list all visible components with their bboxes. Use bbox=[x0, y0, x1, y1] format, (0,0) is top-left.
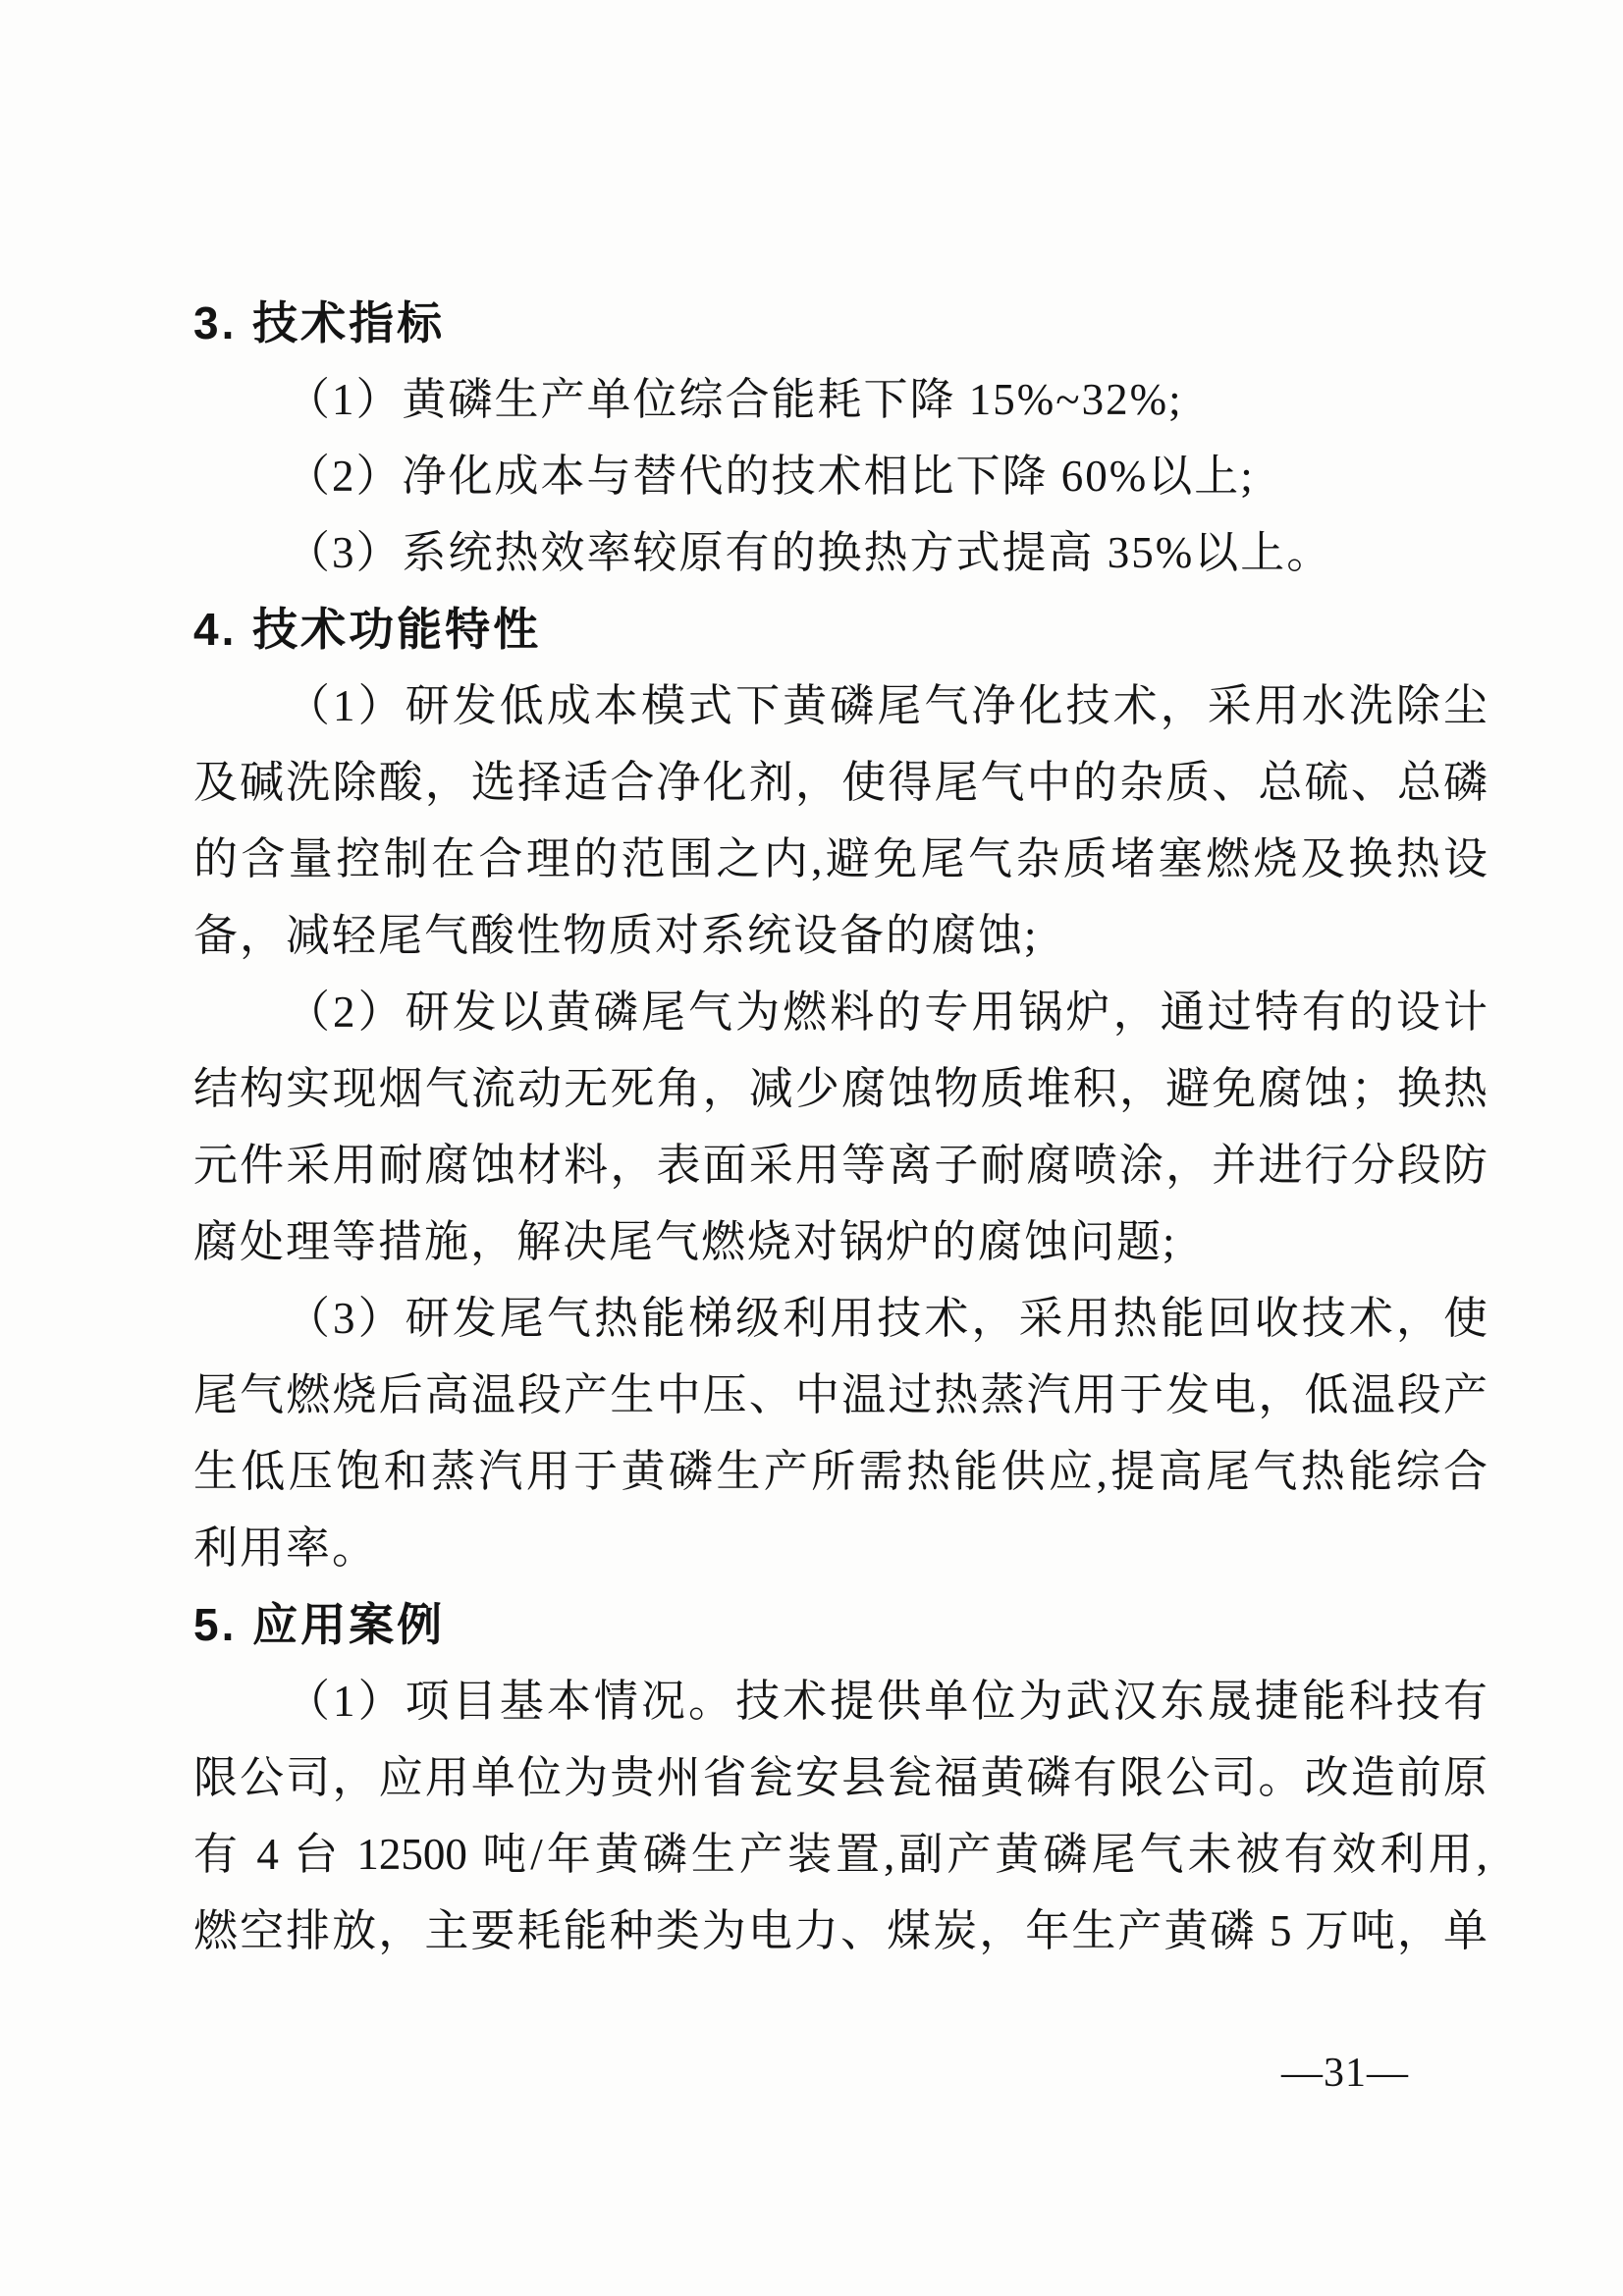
tech-feature-p2-line-1: （2）研发以黄磷尾气为燃料的专用锅炉，通过特有的设计 bbox=[286, 988, 1488, 1037]
section-heading-tech-features: 4. 技术功能特性 bbox=[193, 604, 542, 655]
tech-feature-p1-line-3: 的含量控制在合理的范围之内,避免尾气杂质堵塞燃烧及换热设 bbox=[193, 834, 1488, 883]
tech-indicator-item-3: （3）系统热效率较原有的换热方式提高 35%以上。 bbox=[286, 528, 1333, 577]
section-heading-tech-indicators: 3. 技术指标 bbox=[193, 297, 446, 348]
section-heading-application-cases: 5. 应用案例 bbox=[193, 1599, 446, 1650]
tech-feature-p3-line-3: 生低压饱和蒸汽用于黄磷生产所需热能供应,提高尾气热能综合 bbox=[193, 1447, 1488, 1496]
tech-feature-p2-line-4: 腐处理等措施，解决尾气燃烧对锅炉的腐蚀问题; bbox=[193, 1217, 1177, 1266]
page-number: —31— bbox=[1281, 2051, 1409, 2096]
application-case-line-3: 有 4 台 12500 吨/年黄磷生产装置,副产黄磷尾气未被有效利用, bbox=[193, 1830, 1488, 1879]
tech-feature-p2-line-3: 元件采用耐腐蚀材料，表面采用等离子耐腐喷涂，并进行分段防 bbox=[193, 1141, 1488, 1190]
tech-feature-p3-line-4: 利用率。 bbox=[193, 1523, 379, 1573]
application-case-line-4: 燃空排放，主要耗能种类为电力、煤炭，年生产黄磷 5 万吨，单 bbox=[193, 1906, 1488, 1955]
tech-feature-p3-line-2: 尾气燃烧后高温段产生中压、中温过热蒸汽用于发电，低温段产 bbox=[193, 1370, 1488, 1419]
application-case-line-1: （1）项目基本情况。技术提供单位为武汉东晟捷能科技有 bbox=[286, 1677, 1488, 1726]
application-case-line-2: 限公司，应用单位为贵州省瓮安县瓮福黄磷有限公司。改造前原 bbox=[193, 1753, 1488, 1802]
document-content bbox=[193, 285, 1488, 1969]
tech-feature-p1-line-4: 备，减轻尾气酸性物质对系统设备的腐蚀; bbox=[193, 911, 1039, 960]
tech-feature-p3-line-1: （3）研发尾气热能梯级利用技术，采用热能回收技术，使 bbox=[286, 1294, 1488, 1343]
tech-indicator-item-1: （1）黄磷生产单位综合能耗下降 15%~32%; bbox=[286, 375, 1183, 424]
tech-feature-p2-line-2: 结构实现烟气流动无死角，减少腐蚀物质堆积，避免腐蚀；换热 bbox=[193, 1064, 1488, 1113]
tech-indicator-item-2: （2）净化成本与替代的技术相比下降 60%以上; bbox=[286, 452, 1255, 501]
tech-feature-p1-line-1: （1）研发低成本模式下黄磷尾气净化技术，采用水洗除尘 bbox=[286, 681, 1488, 730]
tech-feature-p1-line-2: 及碱洗除酸，选择适合净化剂，使得尾气中的杂质、总硫、总磷 bbox=[193, 758, 1488, 807]
